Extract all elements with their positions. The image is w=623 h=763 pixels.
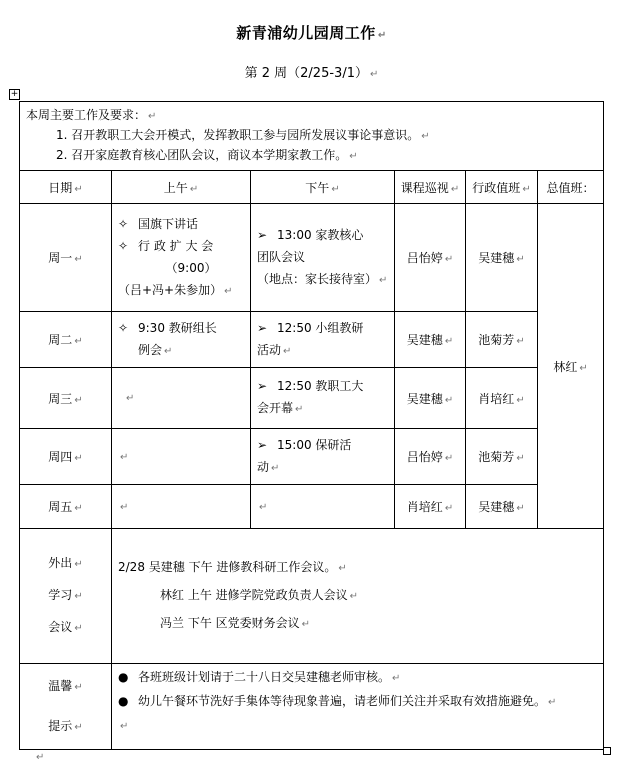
arrow-bullet-icon: ➢ [257, 379, 268, 393]
am-cell[interactable]: ↵ [112, 485, 251, 529]
tip-item: 幼儿午餐环节洗好手集体等待现象普遍，请老师们关注并采取有效措施避免。 [138, 694, 547, 708]
arrow-bullet-icon: ➢ [257, 437, 268, 452]
admin-cell[interactable]: 池菊芳 ↵ [466, 312, 538, 368]
admin-cell[interactable]: 池菊芳 ↵ [466, 429, 538, 485]
pm-cell[interactable]: ↵ [251, 485, 395, 529]
header-pm: 下午 ↵ [251, 171, 395, 204]
summary-heading: 本周主要工作及要求： [26, 108, 147, 122]
document-title: 新青浦幼儿园周工作 ↵ [236, 24, 387, 42]
outing-line: 2/28 吴建穗 下午 进修教科研工作会议。 [118, 560, 337, 574]
header-date: 日期 ↵ [20, 171, 112, 204]
course-cell[interactable]: 吴建穗 ↵ [395, 312, 466, 368]
summary-item: 1. 召开教职工大会开模式，发挥教职工参与园所发展议事论事意识。 [56, 128, 420, 142]
outing-details[interactable]: 2/28 吴建穗 下午 进修教科研工作会议。 ↵ 林红 上午 进修学院党政负责人会议 ↵ 冯兰 下午 区党委财务会议 ↵ [112, 529, 604, 664]
tips-label: 温馨 ↵ 提示 ↵ [20, 664, 112, 750]
pm-cell[interactable]: ➢ 12:50 小组教研 活动 ↵ [251, 312, 395, 368]
pm-cell[interactable]: ➢ 13:00 家教核心 团队会议 （地点：家长接待室） ↵ [251, 204, 395, 312]
admin-cell[interactable]: 肖培红 ↵ [466, 368, 538, 429]
arrow-bullet-icon: ➢ [257, 320, 268, 335]
diamond-bullet-icon: ✧ [118, 320, 129, 335]
course-cell[interactable]: 肖培红 ↵ [395, 485, 466, 529]
outing-row [20, 529, 604, 664]
weekly-summary[interactable]: 本周主要工作及要求： ↵ 1. 召开教职工大会开模式，发挥教职工参与园所发展议事论事意识。 ↵ 2. 召开家庭教育核心团队会议，商议本学期家教工作。 ↵ [20, 102, 604, 171]
summary-item: 2. 召开家庭教育核心团队会议，商议本学期家教工作。 [56, 148, 348, 162]
day-label: 周五 ↵ [20, 485, 112, 529]
tips-details[interactable]: ● 各班班级计划请于二十八日交吴建穗老师审核。 ↵ ● 幼儿午餐环节洗好手集体等待现象普遍，请老师们关注并采取有效措施避免。 ↵ ↵ [112, 664, 604, 750]
day-row-mon [20, 204, 604, 312]
admin-cell[interactable]: 吴建穗 ↵ [466, 204, 538, 312]
outing-line: 林红 上午 进修学院党政负责人会议 [160, 588, 348, 602]
day-label: 周三 ↵ [20, 368, 112, 429]
week-range: 第 2 周（2/25-3/1） ↵ [244, 66, 379, 81]
am-cell[interactable]: ↵ [112, 429, 251, 485]
table-resize-handle-icon[interactable] [603, 747, 611, 755]
diamond-bullet-icon: ✧ [118, 216, 129, 231]
admin-cell[interactable]: 吴建穗 ↵ [466, 485, 538, 529]
diamond-bullet-icon: ✧ [118, 238, 129, 253]
day-row-tue [20, 312, 604, 368]
header-chief: 总值班： [538, 171, 604, 204]
course-cell[interactable]: 吕怡婷 ↵ [395, 429, 466, 485]
day-label: 周四 ↵ [20, 429, 112, 485]
pm-cell[interactable]: ➢ 15:00 保研活 动 ↵ [251, 429, 395, 485]
dot-bullet-icon: ● [118, 670, 129, 684]
outing-label: 外出 ↵ 学习 ↵ 会议 ↵ [20, 529, 112, 664]
summary-row [20, 102, 604, 171]
day-row-thu [20, 429, 604, 485]
day-row-wed [20, 368, 604, 429]
day-row-fri [20, 485, 604, 529]
pm-cell[interactable]: ➢ 12:50 教职工大 会开幕 ↵ [251, 368, 395, 429]
arrow-bullet-icon: ➢ [257, 227, 268, 242]
end-paragraph-mark: ↵ [36, 752, 45, 763]
am-cell[interactable]: ✧ 9:30 教研组长 例会 ↵ [112, 312, 251, 368]
chief-name: 林红 [553, 359, 578, 374]
course-cell[interactable]: 吕怡婷 ↵ [395, 204, 466, 312]
dot-bullet-icon: ● [118, 694, 129, 708]
outing-line: 冯兰 下午 区党委财务会议 [160, 616, 300, 630]
header-course: 课程巡视 ↵ [395, 171, 466, 204]
day-label: 周一 ↵ [20, 204, 112, 312]
am-cell[interactable]: ✧ 国旗下讲话 ✧ 行 政 扩 大 会 （9:00） （吕+冯+朱参加） ↵ [112, 204, 251, 312]
course-cell[interactable]: 吴建穗 ↵ [395, 368, 466, 429]
header-row [20, 171, 604, 204]
tip-item: 各班班级计划请于二十八日交吴建穗老师审核。 [138, 670, 391, 684]
tips-row [20, 664, 604, 750]
day-label: 周二 ↵ [20, 312, 112, 368]
header-admin: 行政值班 ↵ [466, 171, 538, 204]
chief-cell[interactable]: 林红 ↵ [538, 204, 604, 529]
header-am: 上午 ↵ [112, 171, 251, 204]
weekly-schedule-table [19, 101, 604, 750]
am-cell[interactable]: ↵ [112, 368, 251, 429]
table-move-handle-icon[interactable]: + [10, 89, 19, 99]
